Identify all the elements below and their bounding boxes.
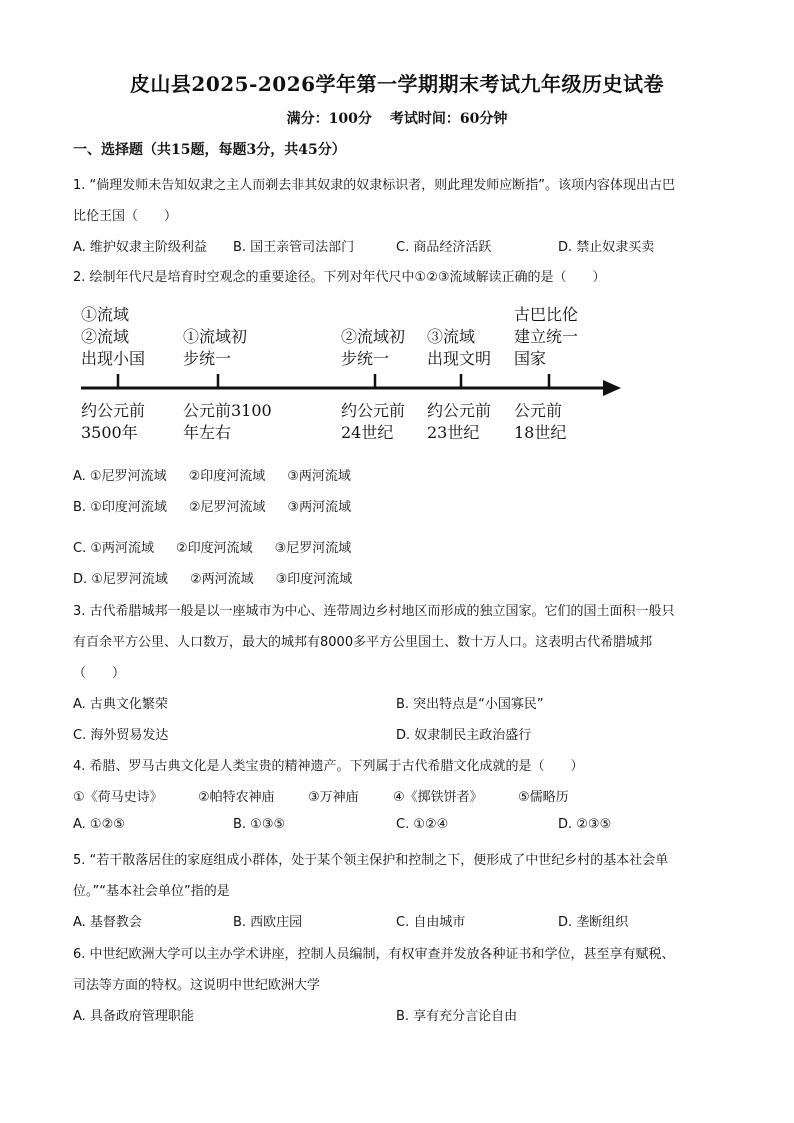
q3-stem-line3: （ ） (73, 666, 126, 681)
q4-item-2: ②帕特农神庙 (198, 790, 275, 805)
q5-option-a: A. 基督教会 (73, 915, 142, 930)
timeline-event-label: 古巴比伦 (514, 305, 579, 324)
timeline-event-label: ③流域 (427, 327, 476, 346)
timeline-date-label: 3500年 (81, 423, 138, 442)
exam-subtitle (0, 108, 794, 128)
timeline-date-label: 18世纪 (514, 423, 567, 442)
timeline-event-label: 步统一 (183, 349, 232, 368)
timeline-event-label: 出现小国 (81, 349, 146, 368)
timeline-svg (73, 300, 633, 450)
q2-option-d (73, 568, 352, 587)
q2-a-part3: ③两河流域 (287, 469, 351, 484)
q4-option-d: D. ②③⑤ (558, 817, 612, 832)
timeline-date-label: 公元前 (514, 401, 563, 420)
q2-option-a (73, 465, 351, 484)
q1-option-c: C. 商品经济活跃 (396, 240, 492, 255)
timeline-event-label: ①流域 (81, 305, 130, 324)
timeline-date-label: 公元前3100 (183, 401, 272, 420)
q2-stem-line1: 2. 绘制年代尺是培育时空观念的重要途径。下列对年代尺中①②③流域解读正确的是（ ） (73, 270, 606, 285)
q5-stem-line2: 位。”“基本社会单位”指的是 (73, 884, 230, 899)
q2-d-part2: ②两河流域 (189, 572, 254, 587)
q3-option-d: D. 奴隶制民主政治盛行 (396, 728, 532, 743)
timeline-arrow (603, 380, 621, 396)
q4-item-3: ③万神庙 (308, 790, 359, 805)
q3-option-c: C. 海外贸易发达 (73, 728, 169, 743)
full-score: 满分：100分 (286, 111, 372, 127)
q2-d-part1: D. ①尼罗河流域 (73, 572, 168, 587)
q2-c-part2: ②印度河流域 (176, 541, 253, 556)
q1-option-d: D. 禁止奴隶买卖 (558, 240, 655, 255)
q1-stem-line1: 1. “倘理发师未告知奴隶之主人而剃去非其奴隶的奴隶标识者，则此理发师应断指”。该项内容体现出古巴 (73, 178, 676, 193)
q3-stem-line2: 有百余平方公里、人口数万，最大的城邦有8000多平方公里国土、数十万人口。这表明古代希腊城邦 (73, 635, 653, 650)
exam-title: 皮山县2025-2026学年第一学期期末考试九年级历史试卷 (129, 72, 665, 96)
exam-time: 考试时间：60分钟 (389, 111, 508, 127)
timeline-event-label: 出现文明 (427, 349, 492, 368)
timeline-date-label: 约公元前 (341, 401, 406, 420)
timeline-event-label: ①流域初 (183, 327, 248, 346)
timeline-date-label: 23世纪 (427, 423, 480, 442)
q4-item-4: ④《掷铁饼者》 (393, 790, 483, 805)
q3-option-b: B. 突出特点是“小国寡民” (396, 697, 544, 712)
q4-option-c: C. ①②④ (396, 817, 449, 832)
q2-a-part1: A. ①尼罗河流域 (73, 469, 167, 484)
timeline-figure (73, 300, 633, 450)
timeline-event-label: ②流域 (81, 327, 130, 346)
section-title: 一、选择题（共15题，每题3分，共45分） (73, 142, 346, 158)
q3-stem-line1: 3. 古代希腊城邦一般是以一座城市为中心、连带周边乡村地区而形成的独立国家。它们的国土面积一般只 (73, 604, 675, 619)
q5-option-b: B. 西欧庄园 (233, 915, 303, 930)
q1-option-a: A. 维护奴隶主阶级利益 (73, 240, 207, 255)
q1-option-b: B. 国王亲管司法部门 (233, 240, 355, 255)
q2-option-b (73, 496, 351, 515)
q3-option-a: A. 古典文化繁荣 (73, 697, 168, 712)
timeline-date-label: 约公元前 (81, 401, 146, 420)
q6-option-a: A. 具备政府管理职能 (73, 1009, 194, 1024)
timeline-event-label: 建立统一 (514, 327, 579, 346)
q2-b-part2: ②尼罗河流域 (188, 500, 266, 515)
q1-stem-line2: 比伦王国（ ） (73, 209, 178, 224)
q2-d-part3: ③印度河流域 (275, 572, 353, 587)
q2-c-part1: C. ①两河流域 (73, 541, 154, 556)
timeline-event-label: 步统一 (341, 349, 390, 368)
timeline-date-label: 24世纪 (341, 423, 394, 442)
q2-b-part3: ③两河流域 (287, 500, 352, 515)
q2-b-part1: B. ①印度河流域 (73, 500, 167, 515)
q4-stem-line1: 4. 希腊、罗马古典文化是人类宝贵的精神遗产。下列属于古代希腊文化成就的是（ ） (73, 759, 584, 774)
q4-item-1: ①《荷马史诗》 (73, 790, 163, 805)
q6-stem-line1: 6. 中世纪欧洲大学可以主办学术讲座，控制人员编制，有权审查并发放各种证书和学位，甚至享有赋税、 (73, 947, 675, 962)
q5-option-d: D. 垄断组织 (558, 915, 629, 930)
q5-option-c: C. 自由城市 (396, 915, 466, 930)
q2-a-part2: ②印度河流域 (188, 469, 266, 484)
q4-option-a: A. ①②⑤ (73, 817, 125, 832)
timeline-date-label: 约公元前 (427, 401, 492, 420)
q6-stem-line2: 司法等方面的特权。这说明中世纪欧洲大学 (73, 978, 321, 993)
timeline-event-label: ②流域初 (341, 327, 406, 346)
timeline-date-label: 年左右 (183, 423, 232, 442)
q4-option-b: B. ①③⑤ (233, 817, 286, 832)
q6-option-b: B. 享有充分言论自由 (396, 1009, 518, 1024)
q4-item-5: ⑤儒略历 (518, 790, 569, 805)
q2-c-part3: ③尼罗河流域 (274, 541, 352, 556)
q5-stem-line1: 5. “若干散落居住的家庭组成小群体，处于某个领主保护和控制之下，便形成了中世纪乡村的基本社会单 (73, 853, 669, 868)
q2-option-c (73, 537, 351, 556)
timeline-event-label: 国家 (514, 349, 547, 368)
